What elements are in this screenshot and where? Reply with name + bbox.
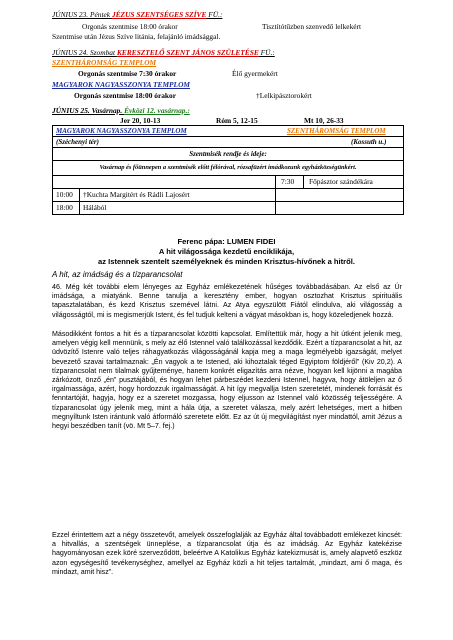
day-date: JÚNIUS 25. Vasárnap.: [52, 106, 125, 115]
feast-name: KERESZTELŐ SZENT JÁNOS SZÜLETÉSE: [116, 48, 259, 57]
reading-3: Mt 10, 26-33: [304, 116, 344, 125]
mass-row-3: [53, 202, 403, 215]
mass-row-1: [53, 176, 403, 189]
mass-intent-jun23: Tisztítótűzben szenvedő lelkekért: [262, 22, 362, 31]
reading-1: Jer 20, 10-13: [120, 116, 161, 125]
church-right: SZENTHÁROMSÁG TEMPLOM: [287, 127, 386, 135]
feast-name: JÉZUS SZENTSÉGES SZÍVE: [111, 10, 207, 19]
mass-time-jun24-1: Orgonás szentmise 7:30 órakor: [78, 69, 177, 78]
mass-time-left: 18:00: [56, 203, 73, 212]
day-date: JÚNIUS 23. Péntek: [52, 10, 112, 19]
day-heading-jun24: [52, 48, 275, 57]
mass-time-right: 7:30: [281, 177, 295, 186]
day-heading-jun23: [52, 10, 222, 19]
mass-intent-jun24-1: Élő gyermekért: [232, 69, 278, 78]
church-row: [53, 126, 403, 137]
mass-time-left: 10:00: [56, 190, 73, 199]
schedule-table: [52, 125, 404, 215]
article-subtitle: A hit világossága kezdetű enciklikája,: [158, 247, 295, 256]
feast-tail: FÜ.:: [258, 48, 275, 57]
rosary-note: Vasárnap és főünnepen a szentmisék előtt félórával, rózsafüzért imádkozunk egyházközségünkért.: [99, 164, 357, 171]
article-subtitle-2: az Istennek szentelt személyeknek és minden Krisztus-hívőnek a hitről.: [97, 257, 355, 266]
street-left: (Széchenyi tér): [56, 138, 99, 146]
order-title: Szentmisék rendje és ideje:: [189, 150, 267, 158]
mass-time-jun24-2: Orgonás szentmise 18:00 órakor: [74, 91, 177, 100]
mass-intent-right: Főpásztor szándékára: [309, 177, 373, 186]
article-author: Ferenc pápa: LUMEN FIDEI: [177, 237, 276, 246]
liturgical-season: Évközi 12. vasárnap.:: [124, 106, 190, 115]
reading-2: Róm 5, 12-15: [216, 116, 258, 125]
mass-intent-jun24-2: †Lelkipásztorokért: [256, 91, 312, 100]
rosary-note-row: [53, 161, 403, 176]
day-heading-jun25: [52, 106, 190, 115]
street-row: [53, 137, 403, 148]
paragraph-summary: Ezzel érintettem azt a négy összetevőt, amelyek összefoglalják az Egyház által továbbadott emlékezet kincsét: a hitvallás, a szentségek ünneplése, a tízparancsolat útja és az imádság. Az Egyház katekézise hagyományosan ezek köré szerveződött, beleértve A Katolikus Egyház katekizmusát is, amely alapvető eszköz azon egységesítő tevékenységhez, amellyel az Egyház közli a hit teljes tartalmát, „mindazt, ami ő maga, és mindazt, amit hisz”.: [52, 531, 402, 576]
feast-tail: FÜ.:: [206, 10, 223, 19]
day-date: JÚNIUS 24. Szombat: [52, 48, 117, 57]
church-holy-trinity: SZENTHÁROMSÁG TEMPLOM: [52, 58, 157, 67]
section-title: A hit, az imádság és a tízparancsolat: [52, 270, 183, 279]
mass-intent-left: Hálából: [83, 203, 107, 212]
mass-row-2: [53, 189, 403, 202]
mass-time-jun23: Orgonás szentmise 18:00 órakor: [82, 22, 178, 31]
mass-intent-left: †Kuchta Margitért és Rádli Lajosért: [83, 190, 190, 199]
paragraph-decalogue: Másodikként fontos a hit és a tízparancsolat közötti kapcsolat. Említettük már, hogy a hit útként jelenik meg, amelyen végig kell mennünk, s mely az élő Istennel való találkozással kezdődik. Ezért a tízparancsolat a hit, az üdvözítő Istenre való teljes ráhagyatkozás világosságánál kapja meg a maga legmélyebb igazságát, melyet bevezető szavai tartalmaznak: „Én vagyok a te Istened, aki kihoztalak téged Egyiptom földjéről” (Kiv 20,2). A tízparancsolat nem tilalmak gyűjteménye, hanem konkrét eligazítás arra nézve, hogyan kell kijönni a magába zárkózott, önző „én” pusztájából, és hogyan lehet párbeszédet kezdeni Istennel, hagyva, hogy átöleljen az ő irgalmassága, azért, hogy hordozzuk irgalmasságát. A hit így megvallja Isten szeretetét, mindenek forrását és fenntartóját, hagyja, hogy ez a szeretet mozgassa, hogy eljusson az Istennel való közösség teljességére. A tízparancsolat úgy jelenik meg, mint a hála útja, a szeretet válasza, mely azért lehetséges, mert a hitben megnyíltunk Isten irántunk való átformáló szeretete előtt. Ez az út új megvilágítást nyer mindattól, amit Jézus a hegyi beszédben tanít (vö. Mt 5–7. fej.): [52, 330, 402, 431]
paragraph-46: 46. Még két további elem lényeges az Egyház emlékezetének hűséges továbbadásában. Az első az Úr imádsága, a miatyánk. Benne tanulja a keresztény ember, hogyan osztozhat Krisztus spirituális tapasztalatában, és kezd Krisztus szemével látni. Az Atya egyszülött Fiától elindulva, aki világosság a világosságtól, mi is megismerjük Istent, és fel tudjuk kelteni a vágyat másokban is, hogy közeledjenek hozzá.: [52, 283, 402, 319]
street-right: (Kossuth u.): [351, 138, 387, 146]
order-title-row: [53, 148, 403, 161]
church-our-lady: MAGYAROK NAGYASSZONYA TEMPLOM: [52, 80, 190, 89]
church-left: MAGYAROK NAGYASSZONYA TEMPLOM: [56, 127, 187, 135]
litany-note: Szentmise után Jézus Szíve litánia, felajánló imádsággal.: [52, 32, 221, 41]
